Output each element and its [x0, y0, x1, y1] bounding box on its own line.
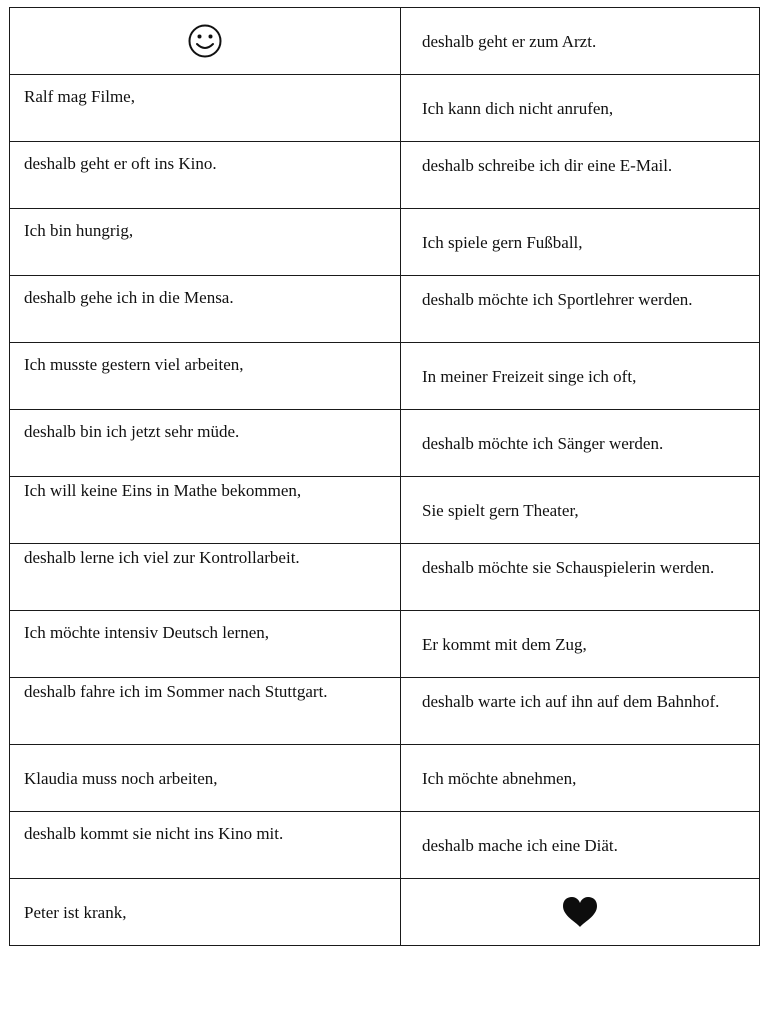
sentence-text: Ich bin hungrig,: [24, 221, 134, 240]
card-cell: [10, 142, 401, 209]
card-cell: [401, 209, 760, 276]
sentence-text: Sie spielt gern Theater,: [422, 500, 579, 520]
sentence-text: deshalb bin ich jetzt sehr müde.: [24, 422, 240, 441]
card-cell: [10, 812, 401, 879]
table-row: [10, 75, 760, 142]
sentence-text: deshalb kommt sie nicht ins Kino mit.: [24, 824, 284, 843]
card-cell: [10, 611, 401, 678]
table-row: [10, 611, 760, 678]
sentence-text: Ich musste gestern viel arbeiten,: [24, 355, 244, 374]
sentence-text: deshalb mache ich eine Diät.: [422, 835, 618, 855]
card-cell: [401, 142, 760, 209]
card-cell: [401, 879, 760, 946]
card-cell: [401, 544, 760, 611]
table-row: [10, 209, 760, 276]
card-cell: [10, 477, 401, 544]
domino-card-table: [9, 7, 760, 946]
sentence-text: deshalb geht er oft ins Kino.: [24, 154, 217, 173]
sentence-text: Ich spiele gern Fußball,: [422, 233, 583, 252]
table-row: [10, 812, 760, 879]
table-row: [10, 8, 760, 75]
sentence-text: deshalb geht er zum Arzt.: [422, 31, 597, 51]
table-row: [10, 879, 760, 946]
card-cell: [10, 745, 401, 812]
card-cell: [401, 745, 760, 812]
card-cell: [401, 611, 760, 678]
table-row: [10, 276, 760, 343]
card-cell: [10, 75, 401, 142]
sentence-text: deshalb möchte ich Sportlehrer werden.: [422, 290, 693, 309]
card-cell: [401, 410, 760, 477]
card-cell: [401, 343, 760, 410]
sentence-text: Klaudia muss noch arbeiten,: [24, 768, 218, 788]
card-cell: [10, 678, 401, 745]
table-row: [10, 544, 760, 611]
card-cell: [10, 276, 401, 343]
sentence-text: In meiner Freizeit singe ich oft,: [422, 367, 637, 386]
card-cell: [401, 276, 760, 343]
sentence-text: deshalb lerne ich viel zur Kontrollarbeit.: [24, 548, 300, 567]
heart-icon: [562, 896, 598, 928]
card-cell: [10, 8, 401, 75]
table-row: [10, 477, 760, 544]
sentence-text: deshalb gehe ich in die Mensa.: [24, 288, 234, 307]
sentence-text: Er kommt mit dem Zug,: [422, 635, 587, 654]
sentence-text: deshalb möchte ich Sänger werden.: [422, 433, 664, 453]
card-cell: [401, 477, 760, 544]
sentence-text: Ich möchte intensiv Deutsch lernen,: [24, 623, 270, 642]
sentence-text: deshalb schreibe ich dir eine E-Mail.: [422, 156, 673, 175]
card-cell: [10, 879, 401, 946]
card-cell: [401, 678, 760, 745]
table-row: [10, 410, 760, 477]
smiley-icon: [187, 23, 223, 59]
card-cell: [10, 343, 401, 410]
sentence-text: Ich möchte abnehmen,: [422, 768, 577, 788]
card-cell: [10, 544, 401, 611]
card-cell: [401, 8, 760, 75]
card-cell: [10, 209, 401, 276]
sentence-text: Ich will keine Eins in Mathe bekommen,: [24, 481, 302, 500]
table-row: [10, 142, 760, 209]
sentence-text: deshalb möchte sie Schauspielerin werden.: [422, 558, 715, 577]
card-cell: [401, 812, 760, 879]
card-cell: [10, 410, 401, 477]
card-cell: [401, 75, 760, 142]
sentence-text: deshalb warte ich auf ihn auf dem Bahnhof.: [422, 692, 720, 711]
table-row: [10, 343, 760, 410]
table-row: [10, 745, 760, 812]
table-row: [10, 678, 760, 745]
sentence-text: deshalb fahre ich im Sommer nach Stuttgart.: [24, 682, 328, 701]
sentence-text: Ich kann dich nicht anrufen,: [422, 99, 614, 118]
sentence-text: Peter ist krank,: [24, 902, 127, 922]
sentence-text: Ralf mag Filme,: [24, 87, 135, 106]
